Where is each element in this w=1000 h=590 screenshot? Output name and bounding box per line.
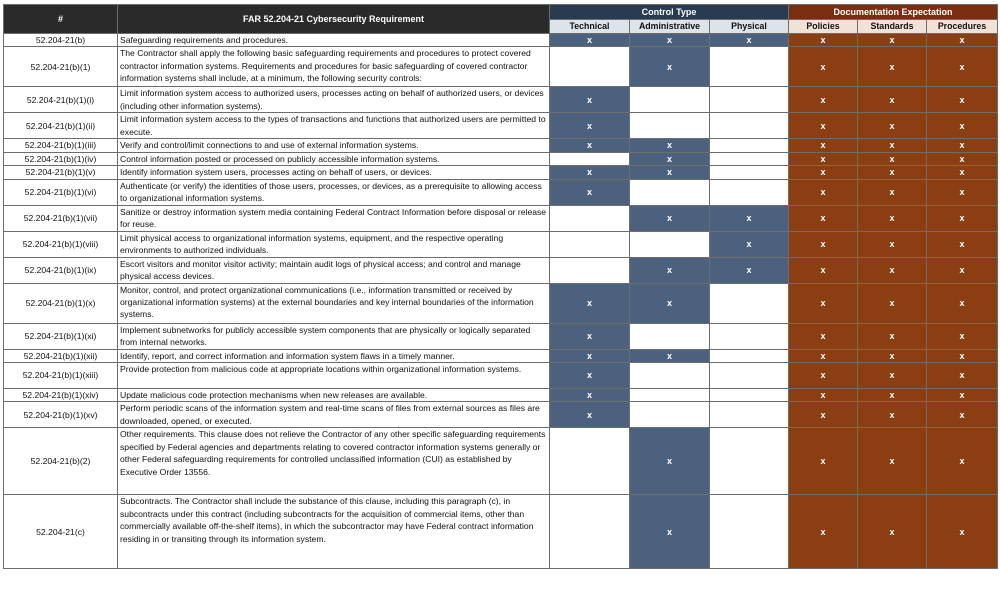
procedures-mark: x [927, 402, 998, 428]
technical-mark [550, 205, 630, 231]
procedures-mark: x [927, 231, 998, 257]
policies-mark: x [789, 47, 858, 87]
requirement-text: Limit physical access to organizational information systems, equipment, and the respective operating environments to authorized individuals. [118, 231, 550, 257]
standards-mark: x [858, 323, 927, 349]
physical-column-header: Physical [710, 20, 789, 34]
policies-mark: x [789, 349, 858, 362]
administrative-mark: x [630, 349, 710, 362]
clause-number: 52.204-21(b)(1)(xi) [4, 323, 118, 349]
clause-number: 52.204-21(b)(1)(viii) [4, 231, 118, 257]
requirement-text: Escort visitors and monitor visitor activity; maintain audit logs of physical access; and control and manage physical access devices. [118, 257, 550, 283]
requirement-text: Control information posted or processed on publicly accessible information systems. [118, 152, 550, 165]
standards-mark: x [858, 152, 927, 165]
table-row [4, 428, 998, 495]
procedures-mark: x [927, 166, 998, 179]
procedures-mark: x [927, 495, 998, 569]
technical-mark [550, 231, 630, 257]
standards-mark: x [858, 179, 927, 205]
procedures-mark: x [927, 323, 998, 349]
clause-number: 52.204-21(b)(1)(vii) [4, 205, 118, 231]
administrative-mark [630, 113, 710, 139]
procedures-mark: x [927, 257, 998, 283]
table-row [4, 283, 998, 323]
clause-number: 52.204-21(b)(1)(ii) [4, 113, 118, 139]
physical-mark: x [710, 34, 789, 47]
clause-number: 52.204-21(b)(1)(iii) [4, 139, 118, 152]
standards-mark: x [858, 363, 927, 389]
table-row [4, 257, 998, 283]
requirement-text: Perform periodic scans of the information system and real-time scans of files from external sources as files are downloaded, opened, or executed. [118, 402, 550, 428]
administrative-mark: x [630, 166, 710, 179]
standards-mark: x [858, 495, 927, 569]
requirement-text: Other requirements. This clause does not relieve the Contractor of any other specific safeguarding requirements specified by Federal agencies and departments relating to covered contractor information systems generally or other Federal safeguarding requirements for controlled unclassified information (CUI) as established by Executive Order 13556. [118, 428, 550, 495]
procedures-mark: x [927, 139, 998, 152]
clause-number: 52.204-21(b) [4, 34, 118, 47]
technical-mark: x [550, 389, 630, 402]
requirement-column-header: FAR 52.204-21 Cybersecurity Requirement [118, 5, 550, 34]
technical-mark [550, 47, 630, 87]
policies-mark: x [789, 205, 858, 231]
policies-mark: x [789, 166, 858, 179]
policies-column-header: Policies [789, 20, 858, 34]
standards-mark: x [858, 349, 927, 362]
physical-mark [710, 323, 789, 349]
requirement-text: The Contractor shall apply the following basic safeguarding requirements and procedures to protect covered contractor information systems. Requirements and procedures for basic safeguarding of covered contractor information systems shall include, at a minimum, the following security controls: [118, 47, 550, 87]
technical-mark: x [550, 139, 630, 152]
procedures-mark: x [927, 389, 998, 402]
procedures-mark: x [927, 34, 998, 47]
physical-mark: x [710, 231, 789, 257]
requirement-text: Limit information system access to the types of transactions and functions that authorized users are permitted to execute. [118, 113, 550, 139]
table-row [4, 179, 998, 205]
table-row [4, 495, 998, 569]
table-row [4, 113, 998, 139]
administrative-mark [630, 389, 710, 402]
technical-mark [550, 428, 630, 495]
policies-mark: x [789, 323, 858, 349]
physical-mark [710, 495, 789, 569]
physical-mark: x [710, 257, 789, 283]
physical-mark [710, 113, 789, 139]
administrative-mark [630, 402, 710, 428]
physical-mark [710, 283, 789, 323]
clause-number: 52.204-21(b)(1)(xv) [4, 402, 118, 428]
procedures-mark: x [927, 152, 998, 165]
table-row [4, 402, 998, 428]
administrative-mark [630, 87, 710, 113]
administrative-mark [630, 363, 710, 389]
policies-mark: x [789, 257, 858, 283]
requirement-text: Provide protection from malicious code at appropriate locations within organizational information systems. [118, 363, 550, 389]
procedures-mark: x [927, 113, 998, 139]
technical-mark [550, 257, 630, 283]
physical-mark [710, 349, 789, 362]
standards-mark: x [858, 389, 927, 402]
documentation-expectation-group-header: Documentation Expectation [789, 5, 998, 20]
technical-mark: x [550, 363, 630, 389]
procedures-mark: x [927, 179, 998, 205]
administrative-mark: x [630, 139, 710, 152]
policies-mark: x [789, 428, 858, 495]
table-row [4, 166, 998, 179]
technical-mark [550, 152, 630, 165]
procedures-mark: x [927, 205, 998, 231]
administrative-column-header: Administrative [630, 20, 710, 34]
standards-mark: x [858, 231, 927, 257]
technical-column-header: Technical [550, 20, 630, 34]
technical-mark: x [550, 113, 630, 139]
clause-number: 52.204-21(b)(1) [4, 47, 118, 87]
table-row [4, 205, 998, 231]
procedures-mark: x [927, 283, 998, 323]
standards-mark: x [858, 166, 927, 179]
physical-mark [710, 166, 789, 179]
administrative-mark: x [630, 495, 710, 569]
clause-number: 52.204-21(b)(1)(iv) [4, 152, 118, 165]
standards-mark: x [858, 34, 927, 47]
policies-mark: x [789, 363, 858, 389]
technical-mark: x [550, 283, 630, 323]
standards-column-header: Standards [858, 20, 927, 34]
administrative-mark: x [630, 428, 710, 495]
policies-mark: x [789, 283, 858, 323]
table-row [4, 139, 998, 152]
procedures-mark: x [927, 47, 998, 87]
administrative-mark [630, 231, 710, 257]
standards-mark: x [858, 113, 927, 139]
physical-mark [710, 363, 789, 389]
requirement-text: Safeguarding requirements and procedures. [118, 34, 550, 47]
standards-mark: x [858, 257, 927, 283]
policies-mark: x [789, 87, 858, 113]
clause-number: 52.204-21(b)(2) [4, 428, 118, 495]
clause-number: 52.204-21(b)(1)(i) [4, 87, 118, 113]
number-column-header: # [4, 5, 118, 34]
technical-mark: x [550, 179, 630, 205]
technical-mark: x [550, 349, 630, 362]
physical-mark [710, 47, 789, 87]
clause-number: 52.204-21(b)(1)(vi) [4, 179, 118, 205]
standards-mark: x [858, 283, 927, 323]
policies-mark: x [789, 34, 858, 47]
requirement-text: Identify, report, and correct information and information system flaws in a timely manner. [118, 349, 550, 362]
standards-mark: x [858, 428, 927, 495]
policies-mark: x [789, 113, 858, 139]
policies-mark: x [789, 402, 858, 428]
requirement-text: Implement subnetworks for publicly accessible system components that are physically or logically separated from internal networks. [118, 323, 550, 349]
requirement-text: Sanitize or destroy information system media containing Federal Contract Information before disposal or release for reuse. [118, 205, 550, 231]
physical-mark [710, 152, 789, 165]
technical-mark: x [550, 323, 630, 349]
procedures-mark: x [927, 428, 998, 495]
technical-mark: x [550, 402, 630, 428]
standards-mark: x [858, 205, 927, 231]
requirement-text: Subcontracts. The Contractor shall include the substance of this clause, including this paragraph (c), in subcontracts under this contract (including subcontracts for the acquisition of commercial items, other than commercially available off-the-shelf items), in which the subcontractor may have Federal contract information residing in or transiting through its information system. [118, 495, 550, 569]
table-body [4, 34, 998, 569]
physical-mark: x [710, 205, 789, 231]
policies-mark: x [789, 179, 858, 205]
table-row [4, 231, 998, 257]
policies-mark: x [789, 139, 858, 152]
policies-mark: x [789, 495, 858, 569]
administrative-mark: x [630, 257, 710, 283]
procedures-mark: x [927, 87, 998, 113]
physical-mark [710, 139, 789, 152]
physical-mark [710, 389, 789, 402]
procedures-mark: x [927, 349, 998, 362]
administrative-mark: x [630, 47, 710, 87]
table-row [4, 389, 998, 402]
physical-mark [710, 87, 789, 113]
table-row [4, 87, 998, 113]
requirement-text: Monitor, control, and protect organizational communications (i.e., information transmitted or received by organizational information systems) at the external boundaries and key internal boundaries of the information systems. [118, 283, 550, 323]
administrative-mark [630, 179, 710, 205]
technical-mark: x [550, 166, 630, 179]
table-row [4, 47, 998, 87]
administrative-mark: x [630, 152, 710, 165]
clause-number: 52.204-21(b)(1)(xiii) [4, 363, 118, 389]
requirement-text: Authenticate (or verify) the identities of those users, processes, or devices, as a prerequisite to allowing access to organizational information systems. [118, 179, 550, 205]
header-row-top [4, 5, 998, 20]
requirements-table [3, 4, 998, 569]
technical-mark [550, 495, 630, 569]
standards-mark: x [858, 139, 927, 152]
clause-number: 52.204-21(b)(1)(xii) [4, 349, 118, 362]
procedures-mark: x [927, 363, 998, 389]
physical-mark [710, 402, 789, 428]
administrative-mark [630, 323, 710, 349]
policies-mark: x [789, 389, 858, 402]
policies-mark: x [789, 231, 858, 257]
requirement-text: Identify information system users, processes acting on behalf of users, or devices. [118, 166, 550, 179]
clause-number: 52.204-21(c) [4, 495, 118, 569]
table-row [4, 34, 998, 47]
technical-mark: x [550, 34, 630, 47]
standards-mark: x [858, 402, 927, 428]
table-row [4, 323, 998, 349]
administrative-mark: x [630, 34, 710, 47]
clause-number: 52.204-21(b)(1)(ix) [4, 257, 118, 283]
clause-number: 52.204-21(b)(1)(x) [4, 283, 118, 323]
clause-number: 52.204-21(b)(1)(v) [4, 166, 118, 179]
table-row [4, 363, 998, 389]
standards-mark: x [858, 47, 927, 87]
procedures-column-header: Procedures [927, 20, 998, 34]
requirement-text: Limit information system access to authorized users, processes acting on behalf of authorized users, or devices (including other information systems). [118, 87, 550, 113]
policies-mark: x [789, 152, 858, 165]
standards-mark: x [858, 87, 927, 113]
administrative-mark: x [630, 205, 710, 231]
technical-mark: x [550, 87, 630, 113]
table-row [4, 152, 998, 165]
control-type-group-header: Control Type [550, 5, 789, 20]
physical-mark [710, 179, 789, 205]
physical-mark [710, 428, 789, 495]
administrative-mark: x [630, 283, 710, 323]
requirement-text: Update malicious code protection mechanisms when new releases are available. [118, 389, 550, 402]
table-row [4, 349, 998, 362]
requirement-text: Verify and control/limit connections to and use of external information systems. [118, 139, 550, 152]
clause-number: 52.204-21(b)(1)(xiv) [4, 389, 118, 402]
